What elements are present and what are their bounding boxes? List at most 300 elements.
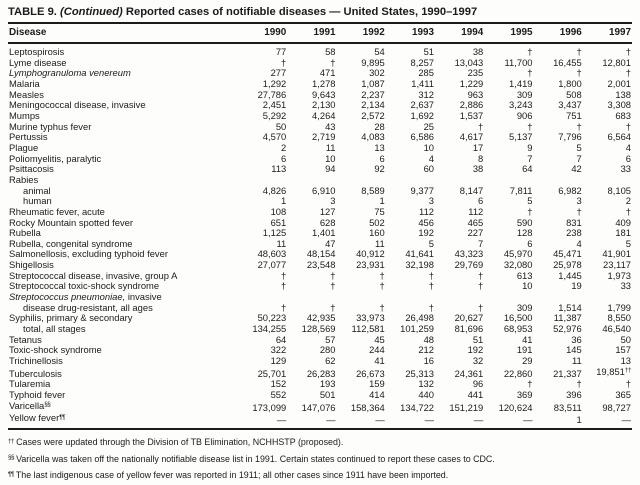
case-count-cell: 4 <box>576 237 582 249</box>
case-count-cell: 24,361 <box>454 367 484 379</box>
table-row <box>8 207 632 218</box>
case-count-cell: 502 <box>369 216 385 228</box>
disease-label: Typhoid fever <box>9 389 66 400</box>
case-count-cell: 33,973 <box>356 312 385 324</box>
case-count-cell: 471 <box>319 67 336 79</box>
case-count-cell: 19,851†† <box>596 365 631 377</box>
disease-label: Rubella, congenital syndrome <box>9 237 133 249</box>
disease-label: Yellow fever¶¶ <box>9 412 66 424</box>
case-count-cell: † <box>625 46 631 57</box>
disease-label: Streptococcus pneumoniae, invasive <box>9 291 162 303</box>
table-row <box>8 164 632 175</box>
case-count-cell: 48,603 <box>257 248 287 260</box>
case-count-cell: 8,257 <box>410 56 434 68</box>
case-count-cell <box>386 175 435 186</box>
case-count-cell: 6,910 <box>312 184 336 196</box>
case-count-cell: † <box>428 269 434 281</box>
case-count-cell: † <box>428 280 434 292</box>
case-count-cell: † <box>576 46 582 57</box>
case-count-cell <box>435 175 484 186</box>
case-count-cell: 1 <box>576 414 582 426</box>
disease-label: Leptospirosis <box>9 46 65 57</box>
case-count-cell: 8,589 <box>361 184 385 196</box>
case-count-cell <box>534 175 583 186</box>
table-row <box>8 175 632 186</box>
case-count-cell: 181 <box>615 227 631 239</box>
case-count-cell: 51 <box>423 46 434 57</box>
case-count-cell: 112,581 <box>351 323 385 335</box>
case-count-cell <box>435 292 484 303</box>
case-count-cell: † <box>379 269 385 281</box>
case-count-cell: 5 <box>527 195 533 207</box>
case-count-cell: 831 <box>566 216 582 228</box>
case-count-cell: 138 <box>615 88 631 100</box>
disease-label: Lyme disease <box>9 56 67 68</box>
case-count-cell: 414 <box>369 389 385 400</box>
case-count-cell: † <box>625 378 631 390</box>
case-count-cell: 25,313 <box>405 367 434 379</box>
case-count-cell: 25,701 <box>257 367 287 379</box>
case-count-cell: 963 <box>467 88 484 100</box>
case-count-cell: 173,099 <box>252 401 287 413</box>
case-count-cell: 1,514 <box>558 301 582 313</box>
case-count-cell: 10 <box>423 141 434 153</box>
case-count-cell: 309 <box>516 301 533 313</box>
case-count-cell: † <box>625 205 631 217</box>
case-count-cell: 365 <box>615 389 631 400</box>
case-count-cell: 465 <box>467 216 484 228</box>
case-count-cell: 94 <box>325 163 336 175</box>
case-count-cell: 41,901 <box>602 248 631 260</box>
case-count-cell: 147,076 <box>301 401 336 413</box>
case-count-cell: 7 <box>576 152 582 164</box>
case-count-cell: 10 <box>522 280 533 292</box>
table-row <box>8 345 632 356</box>
case-count-cell: 552 <box>270 389 287 400</box>
case-count-cell: 309 <box>516 88 533 100</box>
case-count-cell: 64 <box>275 333 287 345</box>
disease-label: Streptococcal toxic-shock syndrome <box>9 280 160 292</box>
case-count-cell: 1,537 <box>459 109 484 121</box>
disease-label: Trichinellosis <box>9 355 63 367</box>
column-header-year: 1997 <box>583 23 632 43</box>
case-count-cell: 28 <box>374 120 385 132</box>
case-count-cell: 280 <box>319 344 336 356</box>
case-count-cell: 25,978 <box>553 259 582 271</box>
case-count-cell: 2,001 <box>607 77 631 89</box>
case-count-cell: 369 <box>516 389 533 400</box>
case-count-cell: 613 <box>516 269 533 281</box>
disease-label: Tuberculosis <box>9 367 62 379</box>
column-header-disease: Disease <box>8 23 238 43</box>
case-count-cell: 244 <box>369 344 385 356</box>
case-count-cell: 32,080 <box>503 259 533 271</box>
case-count-cell: 1,229 <box>459 77 484 89</box>
case-count-cell <box>337 292 386 303</box>
table-row <box>8 111 632 122</box>
case-count-cell: 13 <box>374 141 385 153</box>
case-count-cell: 5 <box>428 237 434 249</box>
disease-label: Toxic-shock syndrome <box>9 344 102 356</box>
case-count-cell: † <box>527 205 533 217</box>
case-count-cell: 41,641 <box>405 248 434 260</box>
disease-label: Streptococcal disease, invasive, group A <box>9 269 178 281</box>
case-count-cell: 4,826 <box>262 184 287 196</box>
case-count-cell: 1,292 <box>262 77 287 89</box>
case-count-cell: 26,673 <box>356 367 385 379</box>
case-count-cell: 64 <box>522 163 533 175</box>
case-count-cell: 50 <box>620 333 631 345</box>
case-count-cell: 7,811 <box>509 184 533 196</box>
case-count-cell: 152 <box>270 378 287 390</box>
case-count-cell: 128,569 <box>301 323 336 335</box>
case-count-cell: 5 <box>625 237 631 249</box>
disease-label: Tetanus <box>9 333 42 345</box>
case-count-cell: 9,895 <box>361 56 385 68</box>
case-count-cell: 81,696 <box>454 323 484 335</box>
case-count-cell: 3 <box>330 195 336 207</box>
case-count-cell: 590 <box>516 216 533 228</box>
case-count-cell: 508 <box>566 88 582 100</box>
case-count-cell: 25 <box>423 120 434 132</box>
case-count-cell: 9,643 <box>312 88 336 100</box>
case-count-cell: 11 <box>572 355 582 367</box>
case-count-cell: 120,624 <box>498 401 533 413</box>
case-count-cell: 158,364 <box>350 401 385 413</box>
case-count-cell: 440 <box>418 389 434 400</box>
disease-label: Malaria <box>9 77 40 89</box>
case-count-cell: † <box>281 301 287 313</box>
disease-label: Meningococcal disease, invasive <box>9 99 146 111</box>
case-count-cell: 13 <box>620 355 631 367</box>
case-count-cell: 212 <box>418 344 434 356</box>
case-count-cell: † <box>330 280 336 292</box>
case-count-cell: 6,586 <box>410 131 434 143</box>
case-count-cell: 48 <box>423 333 434 345</box>
case-count-cell: 128 <box>516 227 533 239</box>
case-count-cell: 16 <box>423 355 434 367</box>
case-count-cell: † <box>428 301 434 313</box>
case-count-cell: 12,801 <box>602 56 631 68</box>
case-count-cell: — <box>375 414 385 426</box>
case-count-cell: 20,627 <box>454 312 484 324</box>
case-count-cell: 54 <box>374 46 385 57</box>
case-count-cell: 36 <box>571 333 582 345</box>
case-count-cell: 22,860 <box>503 367 533 379</box>
case-count-cell: 1,278 <box>312 77 336 89</box>
case-count-cell: 51 <box>472 333 484 345</box>
case-count-cell: 501 <box>319 389 336 400</box>
case-count-cell: 8,550 <box>607 312 631 324</box>
case-count-cell: † <box>330 56 336 68</box>
case-count-cell: † <box>576 378 582 390</box>
column-header-year: 1992 <box>337 23 386 43</box>
case-count-cell: 11,387 <box>553 312 582 324</box>
case-count-cell: 11 <box>325 141 336 153</box>
case-count-cell: † <box>478 280 484 292</box>
case-count-cell: 302 <box>369 67 385 79</box>
case-count-cell: 8 <box>478 152 484 164</box>
case-count-cell: † <box>330 301 336 313</box>
case-count-cell: 112 <box>468 205 484 217</box>
case-count-cell: 83,511 <box>553 401 582 413</box>
case-count-cell: — <box>424 414 434 426</box>
case-count-cell: 2,237 <box>361 88 385 100</box>
table-header <box>8 23 632 43</box>
table-row <box>8 413 632 428</box>
table-row <box>8 186 632 197</box>
column-header-year: 1996 <box>534 23 583 43</box>
case-count-cell <box>484 175 533 186</box>
disease-label: Mumps <box>9 109 40 121</box>
table-continued-marker: (Continued) <box>60 6 123 18</box>
disease-label: Rubella <box>9 227 41 239</box>
case-count-cell: 9 <box>527 141 533 153</box>
case-count-cell: 7 <box>478 237 484 249</box>
case-count-cell: 1,973 <box>607 269 631 281</box>
case-count-cell: † <box>379 301 385 313</box>
case-count-cell: 191 <box>516 344 533 356</box>
case-count-cell: 57 <box>325 333 336 345</box>
case-count-cell: 23,117 <box>603 259 631 271</box>
table-title-text: Reported cases of notifiable diseases — United States, 1990–1997 <box>125 6 478 18</box>
footnote: ¶¶ The last indigenous case of yellow fever was reported in 1911; all other cases since 1911 have been imported. <box>8 470 449 481</box>
disease-label: disease drug-resistant, all ages <box>23 301 153 313</box>
case-count-cell <box>337 175 386 186</box>
footnote-marker: †† <box>8 437 15 445</box>
disease-label: Tularemia <box>9 378 51 390</box>
case-count-cell: 48,154 <box>306 248 336 260</box>
case-count-cell: 3 <box>428 195 434 207</box>
case-count-cell: 1,401 <box>312 227 336 239</box>
case-count-cell: 1,419 <box>509 77 533 89</box>
case-count-cell: 112 <box>419 205 434 217</box>
case-count-cell: 683 <box>615 109 631 121</box>
case-count-cell: 47 <box>325 237 336 249</box>
case-count-cell: 45,471 <box>553 248 582 260</box>
case-count-cell: 151,219 <box>449 401 484 413</box>
case-count-cell: 101,259 <box>400 323 434 335</box>
footnote-marker: §§ <box>8 454 15 462</box>
case-count-cell: † <box>576 120 582 132</box>
case-count-cell: 62 <box>325 355 336 367</box>
case-count-cell: 43 <box>325 120 336 132</box>
disease-label: Measles <box>9 88 44 100</box>
disease-label: Rheumatic fever, acute <box>9 205 105 217</box>
label-footnote-marker: §§ <box>44 401 51 409</box>
case-count-cell: † <box>625 67 631 79</box>
disease-label: Salmonellosis, excluding typhoid fever <box>9 248 168 260</box>
case-count-cell: 52,976 <box>553 323 582 335</box>
case-count-cell: 129 <box>270 355 287 367</box>
case-count-cell: 23,931 <box>356 259 385 271</box>
case-count-cell: 68,953 <box>503 323 533 335</box>
column-header-year: 1995 <box>484 23 533 43</box>
case-count-cell: 19 <box>571 280 582 292</box>
case-count-cell: 1 <box>281 195 287 207</box>
case-count-cell: 312 <box>418 88 434 100</box>
case-count-cell: 2 <box>625 195 631 207</box>
case-count-cell: 157 <box>615 344 631 356</box>
case-count-cell: 33 <box>620 163 631 175</box>
case-count-cell: 41 <box>522 333 533 345</box>
case-count-cell: 17 <box>472 141 484 153</box>
case-count-cell: 7,796 <box>558 131 582 143</box>
case-count-cell: 127 <box>319 205 336 217</box>
case-count-cell: 96 <box>472 378 484 390</box>
case-count-cell <box>386 292 435 303</box>
case-count-cell: 4,083 <box>361 131 385 143</box>
case-count-cell: 134,255 <box>252 323 287 335</box>
case-count-cell: 11,700 <box>504 56 533 68</box>
case-count-cell: 3,437 <box>558 99 582 111</box>
case-count-cell: 159 <box>369 378 385 390</box>
case-count-cell: 5,137 <box>509 131 533 143</box>
disease-label: human <box>23 195 52 207</box>
footnotes-section <box>8 435 632 485</box>
case-count-cell: † <box>625 120 631 132</box>
case-count-cell: 4,264 <box>312 109 336 121</box>
column-header-year: 1994 <box>435 23 484 43</box>
table-number: TABLE 9. <box>8 6 57 18</box>
footnote: †† Cases were updated through the Division of TB Elimination, NCHHSTP (proposed). <box>8 436 344 447</box>
case-count-cell: † <box>478 301 484 313</box>
case-count-cell: 98,727 <box>602 401 631 413</box>
column-header-year: 1993 <box>386 23 435 43</box>
case-count-cell: 6 <box>281 152 287 164</box>
case-count-cell: 1 <box>379 195 385 207</box>
case-count-cell: 29 <box>522 355 533 367</box>
table-container <box>8 22 632 430</box>
disease-label: Rocky Mountain spotted fever <box>9 216 134 228</box>
table-row <box>8 154 632 165</box>
case-count-cell: 285 <box>418 67 434 79</box>
case-count-cell: 11 <box>375 237 385 249</box>
table-row <box>8 143 632 154</box>
disease-label: Murine typhus fever <box>9 120 92 132</box>
case-count-cell: † <box>281 269 287 281</box>
case-count-cell: 409 <box>615 216 631 228</box>
case-count-cell: 75 <box>374 205 385 217</box>
footnote: §§ Varicella was taken off the nationally notifiable disease list in 1991. Certain states continued to report these cases to CDC. <box>8 453 495 464</box>
case-count-cell: 45 <box>374 333 385 345</box>
case-count-cell: 16,455 <box>553 56 582 68</box>
table-row <box>8 132 632 143</box>
case-count-cell: † <box>478 269 484 281</box>
case-count-cell: † <box>527 46 533 57</box>
value-footnote-marker: †† <box>624 367 631 375</box>
case-count-cell: 6 <box>478 195 484 207</box>
disease-label: Shigellosis <box>9 259 54 271</box>
case-count-cell: 32,198 <box>405 259 434 271</box>
case-count-cell: 50,223 <box>257 312 287 324</box>
case-count-cell: 11 <box>276 237 287 249</box>
table-title <box>8 5 632 22</box>
case-count-cell: 10 <box>325 152 336 164</box>
case-count-cell: 651 <box>270 216 287 228</box>
case-count-cell: 6 <box>625 152 631 164</box>
notifiable-diseases-table <box>8 22 632 428</box>
case-count-cell: 2,719 <box>312 131 336 143</box>
case-count-cell: 58 <box>325 46 336 57</box>
case-count-cell: 8,105 <box>607 184 631 196</box>
case-count-cell: 41 <box>374 355 385 367</box>
case-count-cell: 2 <box>281 141 287 153</box>
case-count-cell: 1,692 <box>410 109 434 121</box>
case-count-cell: 27,077 <box>257 259 287 271</box>
table-row <box>8 356 632 367</box>
case-count-cell: 227 <box>467 227 484 239</box>
case-count-cell: 628 <box>319 216 336 228</box>
case-count-cell: 235 <box>467 67 484 79</box>
case-count-cell: 456 <box>418 216 434 228</box>
case-count-cell: 441 <box>467 389 484 400</box>
case-count-cell: 6 <box>527 237 533 249</box>
disease-label: animal <box>23 184 51 196</box>
disease-label: Syphilis, primary & secondary <box>9 312 133 324</box>
case-count-cell: — <box>523 414 533 426</box>
case-count-cell: — <box>473 414 484 426</box>
case-count-cell: 92 <box>374 163 385 175</box>
case-count-cell: 160 <box>369 227 385 239</box>
case-count-cell: † <box>281 56 287 68</box>
case-count-cell: 26,498 <box>405 312 434 324</box>
case-count-cell: 45,970 <box>503 248 533 260</box>
case-count-cell: 192 <box>418 227 434 239</box>
column-header-year: 1991 <box>287 23 336 43</box>
case-count-cell: 43,323 <box>454 248 484 260</box>
case-count-cell: 9,377 <box>410 184 434 196</box>
case-count-cell: 277 <box>270 67 287 79</box>
case-count-cell <box>238 175 287 186</box>
case-count-cell: † <box>527 120 533 132</box>
case-count-cell: 2,134 <box>361 99 385 111</box>
case-count-cell: — <box>276 414 287 426</box>
case-count-cell: † <box>527 67 533 79</box>
case-count-cell: 6,982 <box>558 184 582 196</box>
case-count-cell: 2,572 <box>361 109 385 121</box>
case-count-cell: 4 <box>428 152 434 164</box>
footnote-marker: ¶¶ <box>8 470 14 478</box>
case-count-cell: † <box>576 205 582 217</box>
case-count-cell: 3,243 <box>509 99 533 111</box>
table-row <box>8 390 632 401</box>
label-footnote-marker: ¶¶ <box>59 413 66 421</box>
case-count-cell: 3 <box>576 195 582 207</box>
case-count-cell: 1,445 <box>558 269 582 281</box>
disease-label: Psittacosis <box>9 163 54 175</box>
case-count-cell: 6 <box>379 152 385 164</box>
case-count-cell: 23,548 <box>306 259 336 271</box>
case-count-cell: 4,570 <box>262 131 287 143</box>
case-count-cell: — <box>326 414 336 426</box>
case-count-cell: 193 <box>319 378 336 390</box>
case-count-cell: 13,043 <box>454 56 484 68</box>
case-count-cell: 46,540 <box>602 323 631 335</box>
case-count-cell <box>287 292 336 303</box>
case-count-cell: 26,283 <box>306 367 336 379</box>
case-count-cell: — <box>621 414 631 426</box>
case-count-cell: 40,912 <box>356 248 385 260</box>
case-count-cell: 21,337 <box>553 367 582 379</box>
table-body <box>8 43 632 428</box>
column-header-year: 1990 <box>238 23 287 43</box>
case-count-cell: 38 <box>472 46 484 57</box>
case-count-cell: 60 <box>423 163 434 175</box>
case-count-cell: 1,087 <box>361 77 385 89</box>
case-count-cell: 5 <box>576 141 582 153</box>
case-count-cell: 27,786 <box>257 88 287 100</box>
